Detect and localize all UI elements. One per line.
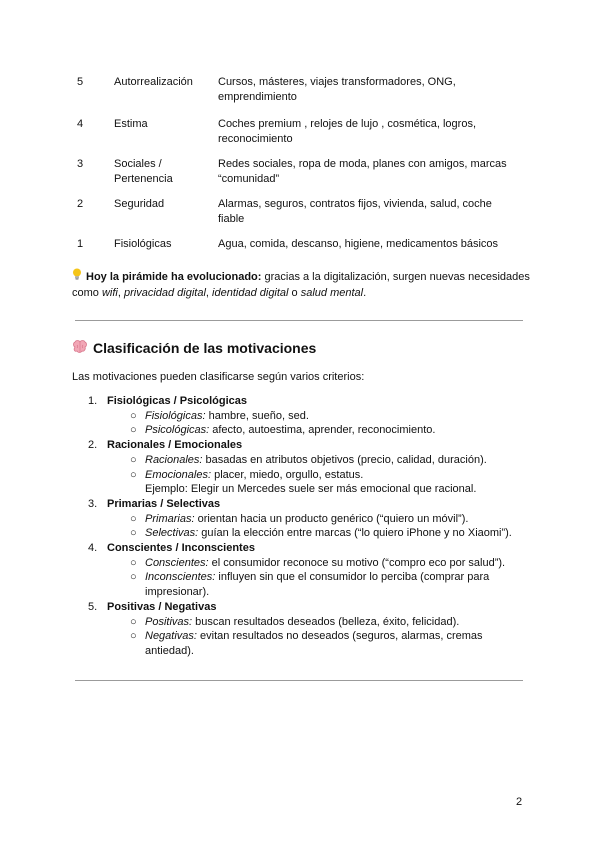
- note-term: wifi: [101, 286, 118, 299]
- example-text: Ejemplo: Elegir un Mercedes suele ser más emocional que racional.: [145, 483, 477, 496]
- sub-item: [72, 615, 532, 630]
- list-item: [72, 541, 532, 556]
- level-examples: Redes sociales, ropa de moda, planes con amigos, marcas “comunidad”: [218, 158, 507, 185]
- sub-item: [72, 512, 532, 527]
- circle-bullet-icon: ○: [130, 527, 137, 540]
- sub-item-text: influyen sin que el consumidor lo perciba (comprar para impresionar).: [145, 571, 490, 599]
- circle-bullet-icon: ○: [130, 453, 137, 466]
- sub-item: [72, 556, 532, 571]
- sub-item-text: buscan resultados deseados (belleza, éxito, felicidad).: [192, 615, 460, 628]
- circle-bullet-icon: ○: [130, 468, 137, 481]
- sub-item: [72, 423, 532, 438]
- sub-item: [72, 526, 532, 541]
- sub-item-term: Psicológicas:: [145, 424, 210, 437]
- list-item: [72, 394, 532, 409]
- sub-item-term: Positivas:: [145, 615, 193, 628]
- level-name: Seguridad: [114, 198, 165, 210]
- sub-item-term: Selectivas:: [145, 527, 199, 540]
- evolution-note: [72, 268, 532, 301]
- note-separator: o: [288, 286, 301, 299]
- circle-bullet-icon: ○: [130, 424, 137, 437]
- level-examples: Agua, comida, descanso, higiene, medicamentos básicos: [218, 238, 499, 250]
- section-title: Clasificación de las motivaciones: [93, 340, 317, 356]
- sub-item-term: Racionales:: [145, 453, 203, 466]
- list-item: [72, 497, 532, 512]
- section-heading: [72, 339, 316, 357]
- sub-item-term: Conscientes:: [145, 556, 209, 569]
- list-item: [72, 600, 532, 615]
- list-number: 1.: [88, 395, 98, 407]
- circle-bullet-icon: ○: [130, 571, 137, 584]
- note-separator: ,: [117, 286, 124, 299]
- level-number: 3: [77, 158, 84, 170]
- sub-item-text: el consumidor reconoce su motivo (“compro eco por salud”).: [208, 556, 506, 569]
- list-item: [72, 438, 532, 453]
- level-name: Estima: [114, 118, 148, 130]
- lightbulb-icon: [72, 268, 83, 286]
- circle-bullet-icon: ○: [130, 630, 137, 643]
- classification-list: [72, 394, 532, 659]
- list-number: 2.: [88, 439, 98, 452]
- level-name: Autorrealización: [114, 76, 193, 88]
- circle-bullet-icon: ○: [130, 615, 137, 628]
- sub-item-term: Inconscientes:: [145, 571, 216, 584]
- note-separator: ,: [205, 286, 213, 299]
- circle-bullet-icon: ○: [130, 409, 137, 422]
- sub-item: [72, 409, 532, 424]
- sub-item-term: Emocionales:: [145, 468, 212, 481]
- list-number: 3.: [88, 497, 98, 510]
- level-name: Fisiológicas: [114, 238, 172, 250]
- level-number: 5: [77, 76, 84, 88]
- sub-item-text: guían la elección entre marcas (“lo quiero iPhone y no Xiaomi”).: [198, 527, 512, 540]
- list-item-title: Fisiológicas / Psicológicas: [107, 395, 247, 407]
- list-item-title: Conscientes / Inconscientes: [107, 542, 255, 555]
- sub-item-term: Negativas:: [145, 630, 197, 643]
- sub-item-text: afecto, autoestima, aprender, reconocimiento.: [209, 424, 436, 437]
- sub-item-text: placer, miedo, orgullo, estatus.: [211, 468, 364, 481]
- sub-item: [72, 629, 532, 658]
- list-number: 4.: [88, 542, 98, 555]
- sub-item: [72, 468, 532, 483]
- sub-item-text: orientan hacia un producto genérico (“quiero un móvil”).: [194, 512, 469, 525]
- level-examples: Alarmas, seguros, contratos fijos, vivienda, salud, coche fiable: [218, 198, 492, 225]
- page-number: 2: [516, 796, 523, 808]
- sub-item: [72, 570, 532, 599]
- list-item-title: Racionales / Emocionales: [107, 439, 243, 452]
- sub-item-text: basadas en atributos objetivos (precio, calidad, duración).: [202, 453, 487, 466]
- circle-bullet-icon: ○: [130, 556, 137, 569]
- note-term: salud mental: [300, 286, 364, 299]
- sub-item-term: Primarias:: [145, 512, 195, 525]
- divider: [75, 320, 523, 321]
- level-number: 2: [77, 198, 84, 210]
- level-number: 4: [77, 118, 84, 130]
- list-item-title: Positivas / Negativas: [107, 600, 217, 613]
- note-term: privacidad digital: [123, 286, 206, 299]
- note-end: .: [363, 286, 367, 299]
- divider: [75, 680, 523, 681]
- sub-item-text: evitan resultados no deseados (seguros, alarmas, cremas antiedad).: [145, 630, 483, 657]
- level-examples: Coches premium , relojes de lujo , cosmética, logros, reconocimiento: [218, 118, 476, 145]
- level-examples: Cursos, másteres, viajes transformadores, ONG, emprendimiento: [218, 76, 456, 103]
- circle-bullet-icon: ○: [130, 512, 137, 525]
- brain-icon: [72, 340, 88, 354]
- note-heading: Hoy la pirámide ha evolucionado:: [86, 271, 262, 283]
- note-term: identidad digital: [212, 286, 289, 299]
- note-text: gracias a la digitalización, surgen nuevas necesidades como: [72, 271, 530, 299]
- sub-item-term: Fisiológicas:: [145, 409, 206, 422]
- list-item-title: Primarias / Selectivas: [107, 497, 221, 510]
- section-intro: Las motivaciones pueden clasificarse según varios criterios:: [72, 371, 365, 383]
- level-name: Sociales / Pertenencia: [114, 158, 173, 185]
- sub-item: [72, 453, 532, 468]
- sub-item-text: hambre, sueño, sed.: [205, 409, 309, 422]
- list-number: 5.: [88, 600, 98, 613]
- level-number: 1: [77, 238, 84, 250]
